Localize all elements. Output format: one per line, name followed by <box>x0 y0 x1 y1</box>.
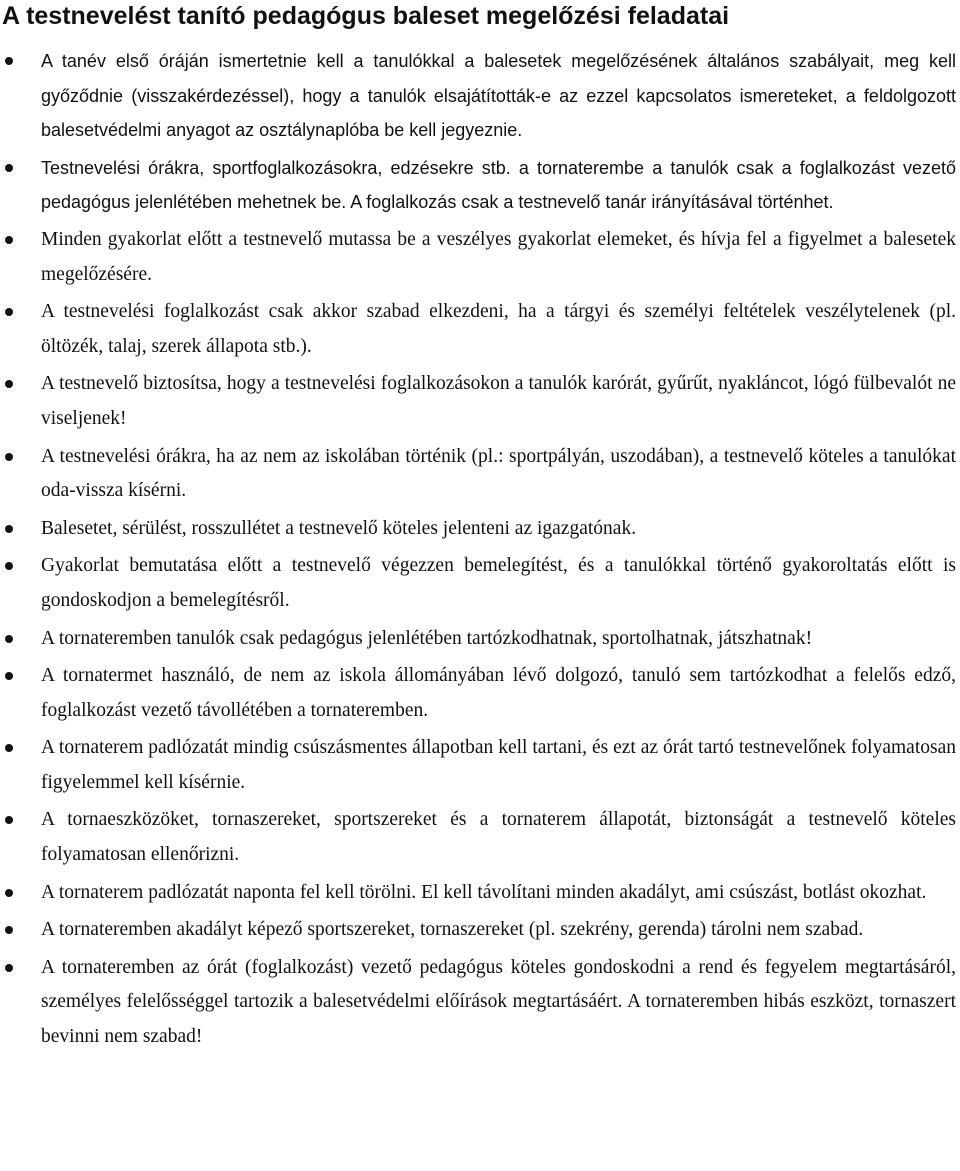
bullet-icon <box>5 525 13 533</box>
bullet-icon <box>5 380 13 388</box>
list-item-text: A testnevelési órákra, ha az nem az iskolában történik (pl.: sportpályán, uszodában), a testnevelő köteles a tanulókat oda-vissza kísérni. <box>41 445 956 502</box>
list-item-text: A tornatermet használó, de nem az iskola állományában lévő dolgozó, tanuló sem tartózkodhat a felelős edző, foglalkozást vezető távollétében a tornateremben. <box>41 665 956 721</box>
list-item-text: A tornaeszközöket, tornaszereket, sportszereket és a tornaterem állapotát, biztonságát a testnevelő köteles folyamatosan ellenőrizni. <box>41 809 956 866</box>
list-item-text: A testnevelési foglalkozást csak akkor szabad elkezdeni, ha a tárgyi és személyi feltételek veszélytelenek (pl. öltözék, talaj, szerek állapota stb.). <box>41 301 956 357</box>
bullet-icon <box>5 816 13 824</box>
list-item-text: Testnevelési órákra, sportfoglalkozásokra, edzésekre stb. a tornaterembe a tanulók csak a foglalkozást vezető pedagógus jelenlétében mehetnek be. A foglalkozás csak a testnevelő tanár irányításával történhet. <box>41 157 956 213</box>
rules-list <box>0 44 960 1058</box>
list-item <box>0 223 960 292</box>
list-item-text: A tornaterem padlózatát mindig csúszásmentes állapotban kell tartani, és ezt az órát tartó testnevelőnek folyamatosan figyelemmel kell kísérnie. <box>41 737 956 793</box>
list-item <box>0 622 960 657</box>
list-item <box>0 951 960 1055</box>
list-item <box>0 512 960 547</box>
bullet-icon <box>5 635 13 643</box>
bullet-icon <box>5 236 13 244</box>
list-item <box>0 659 960 728</box>
list-item-text: Balesetet, sérülést, rosszullétet a testnevelő köteles jelenteni az igazgatónak. <box>41 517 637 539</box>
bullet-icon <box>5 889 13 897</box>
list-item <box>0 876 960 911</box>
list-item <box>0 803 960 872</box>
list-item-text: A tornateremben az órát (foglalkozást) vezető pedagógus köteles gondoskodni a rend és fegyelem megtartásáról, személyes felelősséggel tartozik a balesetvédelmi előírások megtartásáért. A tornateremben hibás eszközt, tornaszert bevinni nem szabad! <box>41 956 956 1048</box>
list-item <box>0 44 960 148</box>
bullet-icon <box>5 744 13 752</box>
list-item-text: A tornaterem padlózatát naponta fel kell törölni. El kell távolítani minden akadályt, ami csúszást, botlást okozhat. <box>41 881 927 903</box>
bullet-icon <box>5 672 13 680</box>
list-item <box>0 913 960 948</box>
list-item-text: Minden gyakorlat előtt a testnevelő mutassa be a veszélyes gyakorlat elemeket, és hívja fel a figyelmet a balesetek megelőzésére. <box>41 228 956 285</box>
list-item <box>0 731 960 800</box>
bullet-icon <box>5 308 13 316</box>
list-item <box>0 440 960 509</box>
list-item-text: A tornateremben akadályt képező sportszereket, tornaszereket (pl. szekrény, gerenda) tárolni nem szabad. <box>41 919 864 941</box>
list-item <box>0 367 960 436</box>
list-item-text: A testnevelő biztosítsa, hogy a testnevelési foglalkozásokon a tanulók karórát, gyűrűt, nyakláncot, lógó fülbevalót ne viseljenek! <box>41 373 956 429</box>
list-item <box>0 151 960 220</box>
list-item-text: A tanév első óráján ismertetnie kell a tanulókkal a balesetek megelőzésének általános szabályait, meg kell győződnie (visszakérdezéssel), hogy a tanulók elsajátították-e az ezzel kapcsolatos ismereteket, a feldolgozott balesetvédelmi anyagot az osztálynaplóba be kell jegyeznie. <box>41 51 956 141</box>
list-item <box>0 549 960 618</box>
bullet-icon <box>5 562 13 570</box>
list-item-text: A tornateremben tanulók csak pedagógus jelenlétében tartózkodhatnak, sportolhatnak, játszhatnak! <box>41 627 813 649</box>
list-item <box>0 295 960 364</box>
document-title: A testnevelést tanító pedagógus baleset megelőzési feladatai <box>2 2 730 30</box>
bullet-icon <box>5 964 13 972</box>
bullet-icon <box>5 57 13 65</box>
bullet-icon <box>5 453 13 461</box>
bullet-icon <box>5 164 13 172</box>
bullet-icon <box>5 926 13 934</box>
list-item-text: Gyakorlat bemutatása előtt a testnevelő végezzen bemelegítést, és a tanulókkal történő gyakoroltatás előtt is gondoskodjon a bemelegítésről. <box>41 555 956 611</box>
